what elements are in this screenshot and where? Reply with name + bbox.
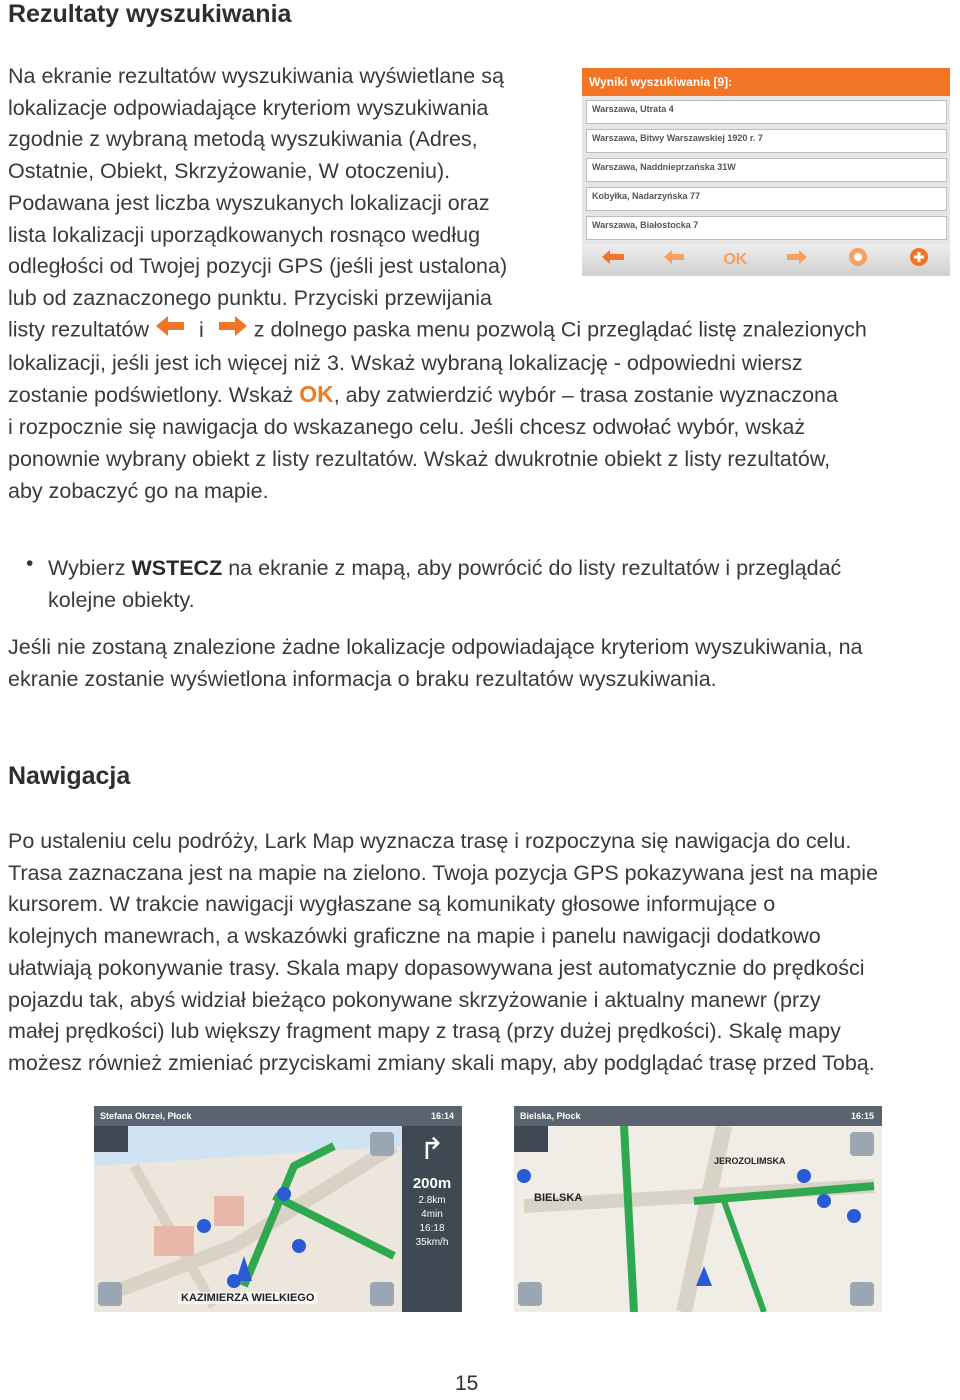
text-segment: z dolnego paska menu pozwolą Ci przeglądać listę znalezionych — [253, 317, 867, 342]
scroll-left-button[interactable] — [643, 248, 704, 272]
text-line-with-icons — [8, 314, 953, 348]
text-line: Na ekranie rezultatów wyszukiwania wyświetlane są — [8, 64, 504, 88]
current-street: KAZIMIERZA WIELKIEGO — [178, 1292, 317, 1304]
navigation-paragraph — [8, 826, 956, 1080]
map-label: JEROZOLIMSKA — [714, 1156, 786, 1166]
back-arrow-icon — [601, 248, 625, 266]
remaining-distance: 2.8km — [418, 1195, 446, 1206]
text-line: Trasa zaznaczana jest na mapie na zielono. Twoja pozycja GPS pokazywana jest na mapie — [8, 860, 879, 885]
text-segment: zostanie podświetlony. Wskaż — [8, 383, 294, 408]
text-line: pojazdu tak, abyś widział bieżąco pokonywane skrzyżowanie i aktualny manewr (przy — [8, 987, 821, 1012]
map-label: BIELSKA — [534, 1192, 583, 1204]
map-title-bar — [514, 1106, 882, 1126]
ok-icon: OK — [299, 381, 334, 408]
text-line — [48, 553, 948, 585]
text-line: kursorem. W trakcie nawigacji wygłaszane są komunikaty głosowe informujące o — [8, 892, 776, 917]
navigation-map-1 — [94, 1106, 462, 1312]
text-line: i rozpocznie się nawigacja do wskazanego celu. Jeśli chcesz odwołać wybór, wskaż — [8, 415, 806, 440]
text-line: Podawana jest liczba wyszukanych lokalizacji oraz — [8, 190, 490, 215]
text-line: Po ustaleniu celu podróży, Lark Map wyznacza trasę i rozpoczyna się nawigacja do celu. — [8, 829, 852, 853]
navigation-panel — [402, 1126, 462, 1312]
text-line: ponownie wybrany obiekt z listy rezultatów. Wskaż dwukrotnie obiekt z listy rezultatów, — [8, 446, 831, 471]
result-row[interactable]: Kobyłka, Nadarzyńska 77 — [586, 187, 947, 211]
text-line: możesz również zmieniać przyciskami zmiany skali mapy, aby podglądać trasę przed Tobą. — [8, 1050, 875, 1075]
map-title-bar — [94, 1106, 462, 1126]
navigation-map-2 — [514, 1106, 882, 1312]
text-line: lub od zaznaczonego punktu. Przyciski przewijania — [8, 285, 493, 310]
text-segment: i — [198, 317, 204, 342]
clock: 16:14 — [430, 1111, 454, 1121]
turn-arrow-icon: ↱ — [419, 1133, 445, 1166]
text-line: aby zobaczyć go na mapie. — [8, 478, 269, 503]
add-button[interactable] — [889, 246, 950, 274]
results-header: Wyniki wyszukiwania [9]: — [582, 68, 950, 96]
text-segment: WSTECZ — [131, 556, 223, 580]
text-line: ekranie zostanie wyświetlona informacja o braku rezultatów wyszukiwania. — [8, 666, 717, 691]
text-segment: listy rezultatów — [8, 317, 149, 342]
ok-button[interactable]: OK — [723, 251, 748, 268]
intro-paragraph — [8, 61, 578, 315]
text-segment: na ekranie z mapą, aby powrócić do listy rezultatów i przeglądać — [228, 556, 842, 580]
settings-icon — [847, 246, 869, 268]
text-line: Ostatnie, Obiekt, Skrzyżowanie, W otoczeniu). — [8, 159, 451, 184]
section-title-navigation: Nawigacja — [8, 762, 131, 790]
no-results-paragraph — [8, 632, 953, 695]
text-line: małej prędkości) lub większy fragment mapy z trasą (przy dużej prędkości). Skalę mapy — [8, 1019, 841, 1044]
text-line: lokalizacje odpowiadające kryteriom wyszukiwania — [8, 95, 489, 120]
result-row[interactable]: Warszawa, Naddnieprzańska 31W — [586, 158, 947, 182]
text-line: zgodnie z wybraną metodą wyszukiwania (Adres, — [8, 127, 478, 152]
text-line: lokalizacji, jeśli jest ich więcej niż 3. Wskaż wybraną lokalizację - odpowiedni wiersz — [8, 350, 803, 375]
text-segment: Wybierz — [48, 556, 126, 580]
maneuver-distance: 200m — [412, 1175, 452, 1192]
body-paragraph — [8, 314, 953, 507]
plus-circle-icon — [908, 246, 930, 268]
map-graphic — [514, 1106, 882, 1312]
current-speed: 35km/h — [415, 1237, 449, 1248]
text-line: ułatwiają pokonywanie trasy. Skala mapy dopasowywana jest automatycznie do prędkości — [8, 955, 865, 980]
results-bottom-bar — [582, 244, 950, 276]
arrow-right-icon — [218, 314, 248, 348]
settings-button[interactable] — [827, 246, 888, 274]
page-number: 15 — [455, 1372, 479, 1395]
text-line: kolejne obiekty. — [48, 587, 195, 612]
result-row[interactable]: Warszawa, Utrata 4 — [586, 100, 947, 124]
bullet-icon: • — [26, 552, 34, 575]
result-row[interactable]: Warszawa, Bitwy Warszawskiej 1920 r. 7 — [586, 129, 947, 153]
arrival-time: 16:18 — [419, 1223, 445, 1234]
arrow-right-icon — [786, 248, 808, 266]
arrow-left-icon — [155, 314, 185, 348]
back-button[interactable] — [582, 248, 643, 272]
text-line-with-ok — [8, 379, 953, 412]
section-title-results: Rezultaty wyszukiwania — [8, 0, 292, 28]
text-line: kolejnych manewrach, a wskazówki graficzne na mapie i panelu nawigacji dodatkowo — [8, 924, 821, 949]
bullet-item — [48, 553, 948, 616]
result-row[interactable]: Warszawa, Białostocka 7 — [586, 216, 947, 240]
text-line: odległości od Twojej pozycji GPS (jeśli jest ustalona) — [8, 254, 508, 279]
text-segment: , aby zatwierdzić wybór – trasa zostanie wyznaczona — [333, 383, 838, 408]
map-street-name: Stefana Okrzei, Płock — [100, 1111, 192, 1121]
remaining-time: 4min — [421, 1209, 443, 1220]
map-street-name: Bielska, Płock — [520, 1111, 581, 1121]
arrow-left-icon — [663, 248, 685, 266]
text-line: Jeśli nie zostaną znalezione żadne lokalizacje odpowiadające kryteriom wyszukiwania, na — [8, 635, 863, 659]
search-results-screen — [582, 68, 950, 276]
scroll-right-button[interactable] — [766, 248, 827, 272]
clock: 16:15 — [850, 1111, 874, 1121]
text-line: lista lokalizacji uporządkowanych rosnąco według — [8, 222, 481, 247]
